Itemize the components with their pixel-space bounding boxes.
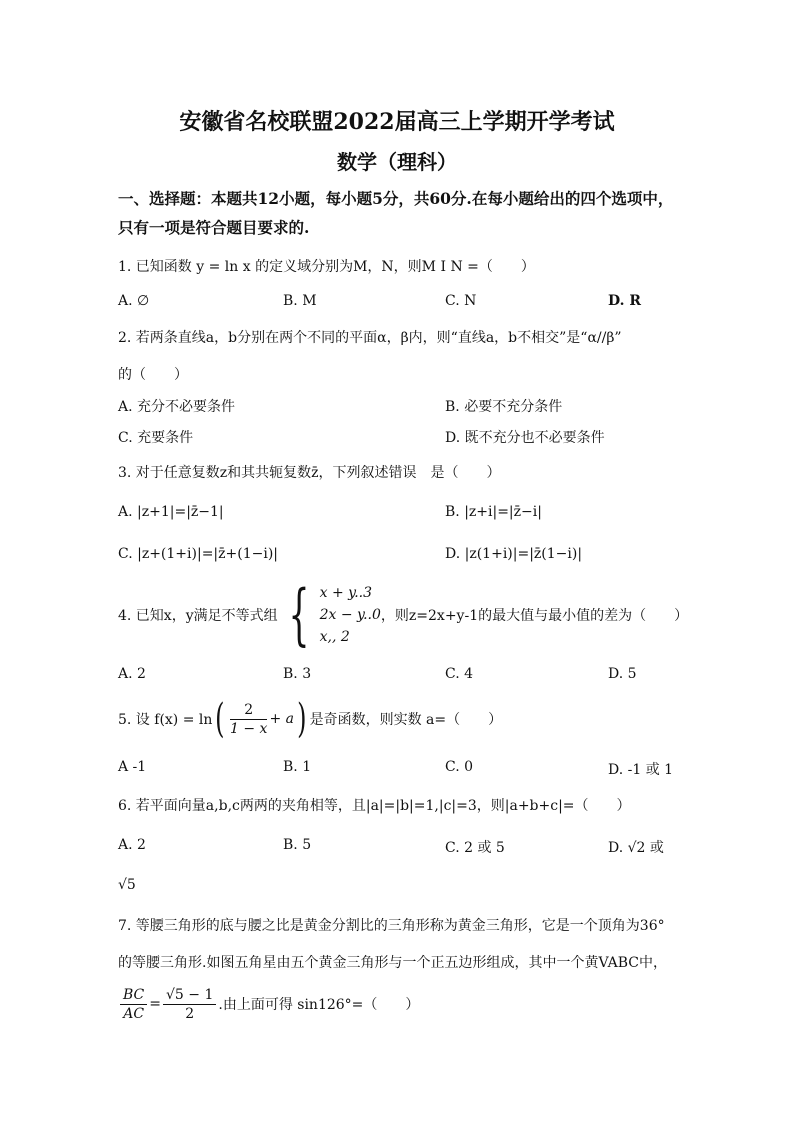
q4-prefix: 4. 已知x，y满足不等式组 <box>118 608 278 624</box>
q6-option-b: B. 5 <box>283 837 312 853</box>
q6-option-d-continued: √5 <box>118 877 136 893</box>
q5-option-a: A -1 <box>118 759 147 775</box>
question-7-line2: 的等腰三角形.如图五角星由五个黄金三角形与一个正五边形组成，其中一个黄VABC中， <box>118 955 667 971</box>
question-4-stem <box>118 575 688 655</box>
q5-frac-numerator: 2 <box>230 701 267 720</box>
q7-fraction-golden <box>163 986 216 1023</box>
q7-frac2-numerator: √5 − 1 <box>163 986 216 1005</box>
question-2-stem-line2: 的（ ） <box>118 367 188 383</box>
q5-prefix: 5. 设 f(x) = ln <box>118 712 213 728</box>
q4-brace: { <box>288 576 310 653</box>
q4-option-c: C. 4 <box>445 666 474 682</box>
q3-option-d: D. |z(1+i)|=|z̄(1−i)| <box>445 546 583 562</box>
q7-frac1-numerator: BC <box>120 986 147 1005</box>
section-heading-line2: 只有一项是符合题目要求的. <box>118 218 310 237</box>
question-7-line1: 7. 等腰三角形的底与腰之比是黄金分割比的三角形称为黄金三角形，它是一个顶角为36° <box>118 918 665 934</box>
q7-frac1-denominator: AC <box>123 1005 145 1022</box>
exam-subtitle: 数学（理科） <box>337 150 457 174</box>
q7-frac2-denominator: 2 <box>185 1005 195 1022</box>
q1-option-b: B. M <box>283 293 317 309</box>
q5-left-paren: ( <box>215 696 225 742</box>
question-2-stem-line1: 2. 若两条直线a，b分别在两个不同的平面α，β内，则“直线a，b不相交”是“α//β” <box>118 330 622 346</box>
q5-plus-a: + a <box>269 711 294 727</box>
q5-option-c: C. 0 <box>445 759 474 775</box>
q3-option-b: B. |z+i|=|z̄−i| <box>445 504 542 520</box>
q6-option-d: D. √2 或 <box>608 840 664 856</box>
question-5-stem <box>118 697 502 741</box>
q5-suffix: 是奇函数，则实数 a=（ ） <box>309 712 503 728</box>
q4-option-d: D. 5 <box>608 666 637 682</box>
section-heading-line1: 一、选择题：本题共12小题，每小题5分，共60分.在每小题给出的四个选项中， <box>118 189 674 208</box>
q7-equals: = <box>149 996 161 1012</box>
question-6-stem: 6. 若平面向量a,b,c两两的夹角相等，且|a|=|b|=1,|c|=3，则|a+b+c|=（ ） <box>118 798 631 814</box>
question-7-line3 <box>118 982 419 1026</box>
q5-fraction <box>230 701 267 738</box>
q5-frac-denominator: 1 − x <box>230 720 268 737</box>
q4-ineq-3: x,, 2 <box>319 629 350 645</box>
q4-inequality-system <box>320 582 381 648</box>
q1-option-a: A. ∅ <box>118 293 150 309</box>
q6-option-a: A. 2 <box>118 837 146 853</box>
q2-option-a: A. 充分不必要条件 <box>118 399 236 415</box>
q2-option-d: D. 既不充分也不必要条件 <box>445 430 605 446</box>
q7-tail: .由上面可得 sin126°=（ ） <box>218 997 420 1013</box>
q2-option-c: C. 充要条件 <box>118 430 194 446</box>
q5-option-b: B. 1 <box>283 759 312 775</box>
q2-option-b: B. 必要不充分条件 <box>445 399 563 415</box>
q5-option-d: D. -1 或 1 <box>608 762 674 778</box>
q4-option-b: B. 3 <box>283 666 312 682</box>
q4-ineq-2: 2x − y..0 <box>319 607 381 623</box>
q1-option-c: C. N <box>445 293 477 309</box>
q4-suffix: ，则z=2x+y-1的最大值与最小值的差为（ ） <box>380 608 689 624</box>
q6-option-c: C. 2 或 5 <box>445 840 505 856</box>
q4-option-a: A. 2 <box>118 666 146 682</box>
question-3-stem: 3. 对于任意复数z和其共轭复数z̄，下列叙述错误 是（ ） <box>118 465 501 481</box>
q3-option-c: C. |z+(1+i)|=|z̄+(1−i)| <box>118 546 279 562</box>
q1-option-d: D. R <box>608 293 642 309</box>
q3-option-a: A. |z+1|=|z̄−1| <box>118 504 224 520</box>
q7-fraction-bc-ac <box>120 986 147 1023</box>
question-1-stem: 1. 已知函数 y = ln x 的定义域分别为M，N，则M I N =（ ） <box>118 259 535 275</box>
q4-ineq-1: x + y..3 <box>319 585 373 601</box>
q5-right-paren: ) <box>297 696 307 742</box>
exam-title: 安徽省名校联盟2022届高三上学期开学考试 <box>179 109 615 135</box>
